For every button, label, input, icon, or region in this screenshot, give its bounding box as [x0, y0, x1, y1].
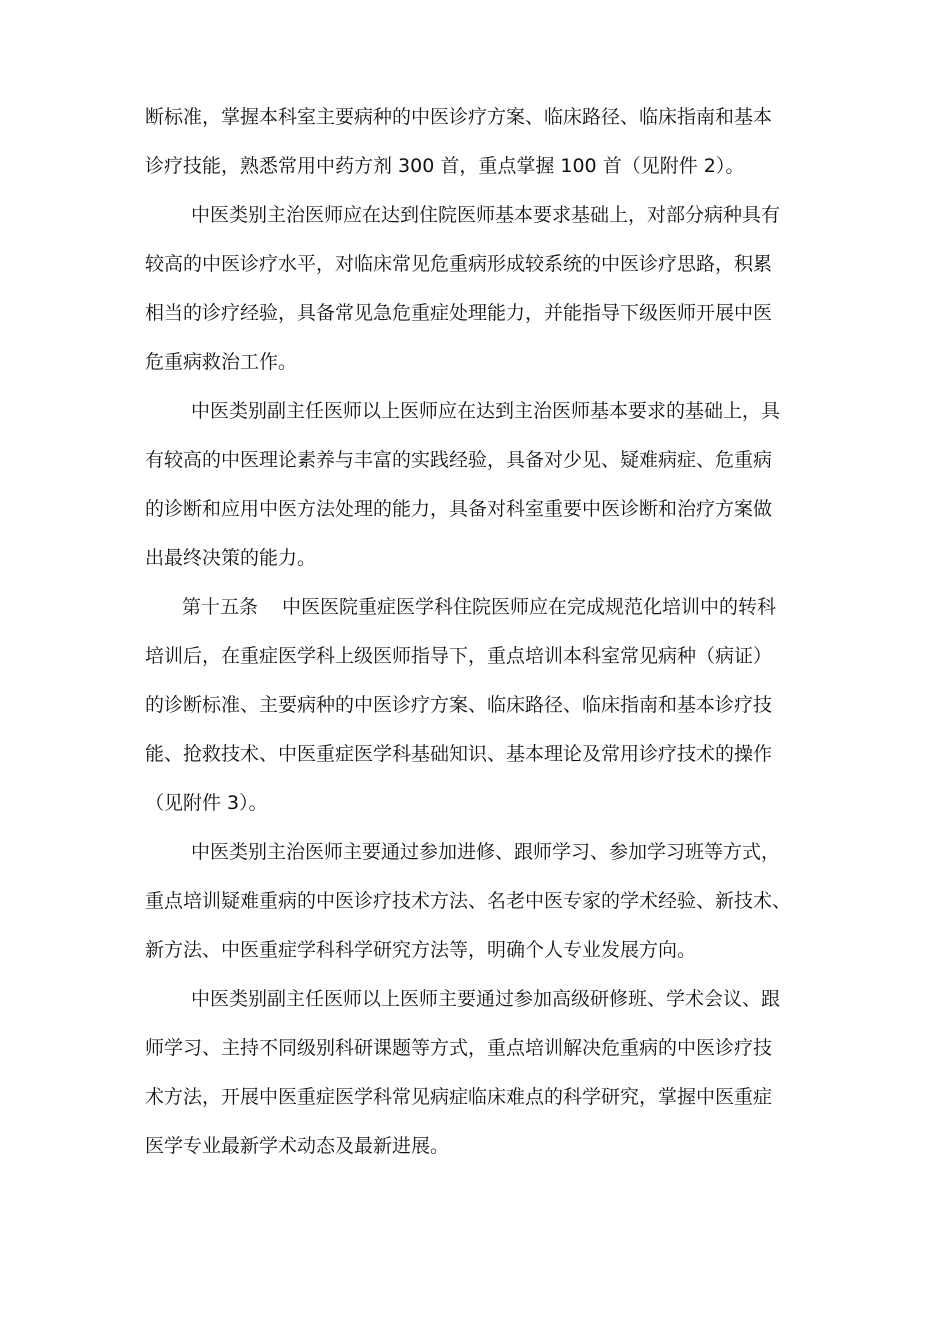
- paragraph-line: 诊疗技能，熟悉常用中药方剂 300 首，重点掌握 100 首（见附件 2）。: [145, 155, 745, 177]
- paragraph-line: 培训后，在重症医学科上级医师指导下，重点培训本科室常见病种（病证）: [145, 645, 773, 667]
- paragraph-line: 断标准，掌握本科室主要病种的中医诊疗方案、临床路径、临床指南和基本: [145, 106, 773, 128]
- paragraph-line: 的诊断标准、主要病种的中医诊疗方案、临床路径、临床指南和基本诊疗技: [145, 694, 773, 716]
- paragraph-line: 的诊断和应用中医方法处理的能力，具备对科室重要中医诊断和治疗方案做: [145, 498, 773, 520]
- article-first-line: [145, 583, 795, 632]
- paragraph-first-line: 中医类别副主任医师以上医师应在达到主治医师基本要求的基础上，具: [191, 400, 781, 422]
- paragraph-line: 有较高的中医理论素养与丰富的实践经验，具备对少见、疑难病症、危重病: [145, 449, 773, 471]
- paragraph-first-line: 中医类别主治医师主要通过参加进修、跟师学习、参加学习班等方式，: [191, 841, 781, 863]
- paragraph-line: 术方法，开展中医重症医学科常见病症临床难点的科学研究，掌握中医重症: [145, 1086, 773, 1108]
- paragraph-line: 重点培训疑难重病的中医诊疗技术方法、名老中医专家的学术经验、新技术、: [145, 890, 792, 912]
- paragraph-line: （见附件 3）。: [145, 792, 268, 814]
- paragraph-line: 医学专业最新学术动态及最新进展。: [145, 1135, 450, 1157]
- document-body: [145, 93, 795, 1171]
- paragraph-line: 新方法、中医重症学科科学研究方法等，明确个人专业发展方向。: [145, 939, 697, 961]
- paragraph-line: 师学习、主持不同级别科研课题等方式，重点培训解决危重病的中医诊疗技: [145, 1037, 773, 1059]
- article-number: 第十五条: [182, 596, 259, 618]
- paragraph-line: 较高的中医诊疗水平，对临床常见危重病形成较系统的中医诊疗思路，积累: [145, 253, 773, 275]
- paragraph-line: 能、抢救技术、中医重症医学科基础知识、基本理论及常用诊疗技术的操作: [145, 743, 773, 765]
- paragraph-line: 危重病救治工作。: [145, 351, 298, 373]
- paragraph-first-line: 中医类别副主任医师以上医师主要通过参加高级研修班、学术会议、跟: [191, 988, 781, 1010]
- paragraph-line: 相当的诊疗经验，具备常见急危重症处理能力，并能指导下级医师开展中医: [145, 302, 773, 324]
- paragraph-line: 出最终决策的能力。: [145, 547, 317, 569]
- article-first-line-text: 中医医院重症医学科住院医师应在完成规范化培训中的转科: [282, 596, 777, 618]
- paragraph-first-line: 中医类别主治医师应在达到住院医师基本要求基础上，对部分病种具有: [191, 204, 781, 226]
